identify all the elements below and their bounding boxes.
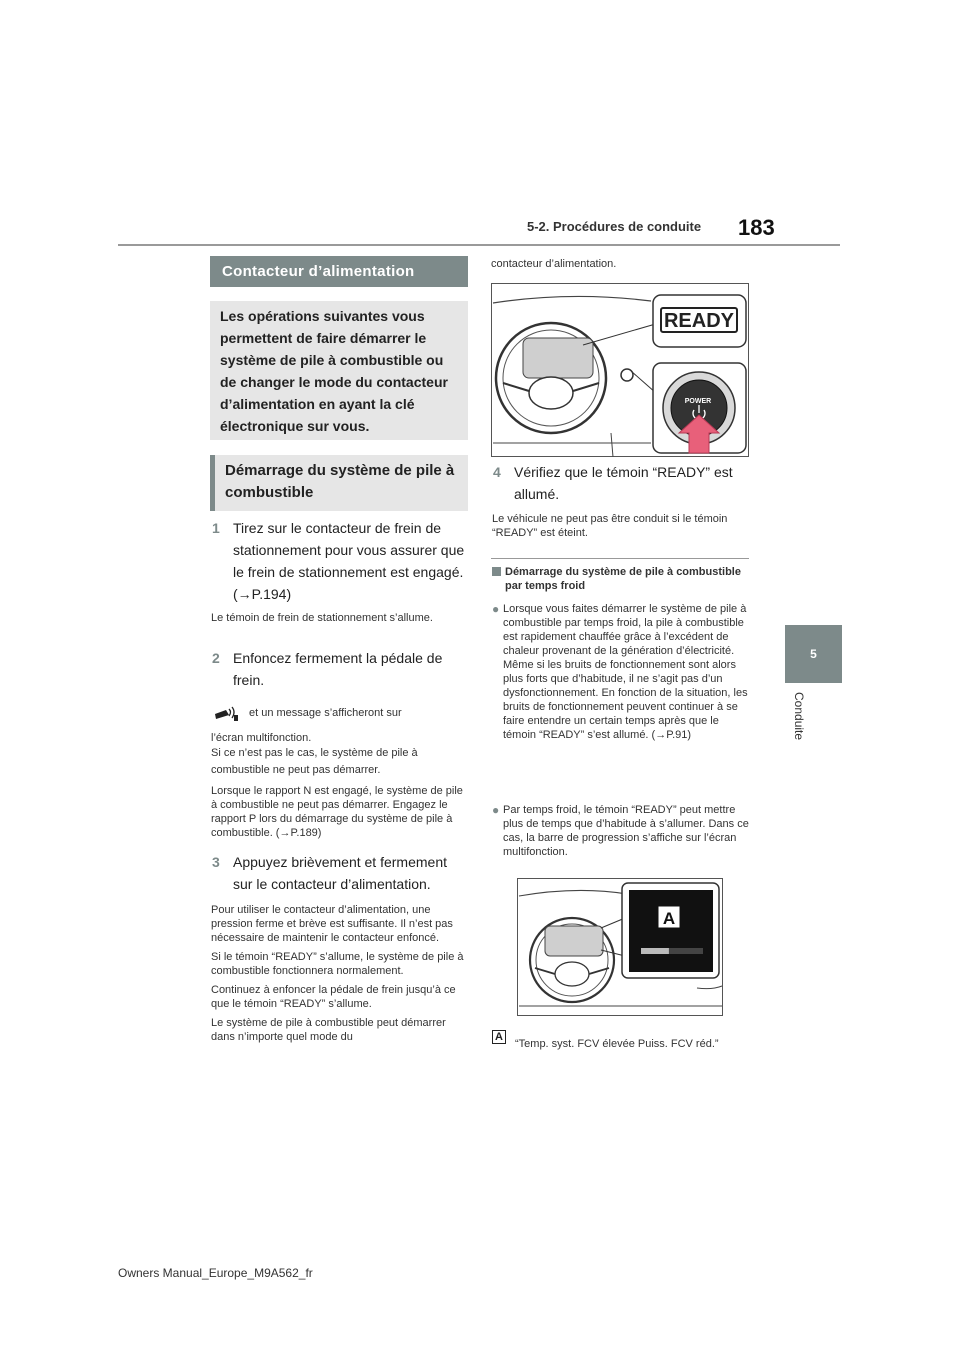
step-1-note: Le témoin de frein de stationnement s’allume. [211, 612, 433, 624]
step-3 [212, 851, 468, 895]
step-number: 2 [212, 650, 220, 666]
display-marker: A [662, 909, 676, 928]
bullet-dot-icon: ● [492, 602, 500, 616]
chapter-label: Conduite [792, 692, 806, 741]
intro-box: Les opérations suivantes vous permettent de faire démarrer le système de pile à combustible ou de changer le mode du contacteur d’alimentation en ayant la clé électronique sur vous. [210, 301, 468, 440]
chapter-tab[interactable]: 5 [785, 625, 842, 683]
page-number: 183 [738, 215, 775, 240]
ready-indicator-label: READY [663, 310, 735, 332]
note-line: Lorsque le rapport N est engagé, le système de pile à combustible ne peut pas démarrer. Engagez le rapport P lors du démarrage du système de pile à combustible. (→P.189) [211, 785, 463, 839]
continuation-text: contacteur d’alimentation. [491, 258, 617, 270]
bullet-dot-icon: ● [492, 803, 500, 817]
figure-ready-power [491, 283, 749, 457]
step-4 [493, 461, 749, 505]
brake-pedal-icon [213, 702, 239, 722]
cold-start-heading [492, 565, 749, 593]
bullet-text: Par temps froid, le témoin “READY” peut mettre plus de temps que d’habitude à s’allumer. Dans ce cas, la barre de progression s’affiche sur l’écran multifonction. [503, 804, 749, 858]
section-title: 5-2. Procédures de conduite [527, 219, 702, 234]
dashboard-illustration [491, 283, 749, 457]
step-number: 3 [212, 854, 220, 870]
cold-start-title: Démarrage du système de pile à combustible par temps froid [505, 566, 741, 592]
indicator-text: et un message s’afficheront sur [249, 707, 402, 719]
caption-text: “Temp. syst. FCV élevée Puiss. FCV réd.” [515, 1038, 719, 1050]
multi-display-illustration [517, 878, 723, 1016]
step-number: 1 [212, 520, 220, 536]
step-2-notes [211, 731, 468, 845]
caption-marker: A [492, 1030, 506, 1044]
step-4-note: Le véhicule ne peut pas être conduit si le témoin “READY” est éteint. [492, 513, 728, 539]
step-text: Enfoncez fermement la pédale de frein. [233, 650, 443, 688]
step-2 [212, 647, 468, 691]
step-text: Appuyez brièvement et fermement sur le contacteur d’alimentation. [233, 854, 447, 892]
step-text: Vérifiez que le témoin “READY” est allumé. [514, 464, 733, 502]
indicator-line [213, 702, 468, 722]
step-1 [212, 517, 468, 605]
footer-text: Owners Manual_Europe_M9A562_fr [118, 1266, 313, 1280]
bullet-item [492, 803, 749, 859]
note-line: Le système de pile à combustible peut démarrer dans n’importe quel mode du [211, 1017, 446, 1043]
box-title: Contacteur d’alimentation [210, 256, 468, 287]
note-line: Pour utiliser le contacteur d’alimentation, une pression ferme et brève est suffisante. Il n’est pas nécessaire de maintenir le contacteur enfoncé. [211, 904, 453, 944]
figure-caption [492, 1029, 749, 1069]
progress-bar-fill [641, 948, 669, 954]
bullet-item [492, 602, 749, 742]
step-number: 4 [493, 464, 501, 480]
note-line: l’écran multifonction. [211, 732, 312, 744]
figure-multi-display [517, 878, 723, 1016]
header-rule [118, 244, 840, 246]
separator [491, 558, 749, 559]
step-3-notes [211, 903, 468, 1049]
square-bullet-icon [492, 567, 501, 576]
subsection-title: Démarrage du système de pile à combustible [210, 455, 468, 511]
note-line: Si le témoin “READY” s’allume, le système de pile à combustible fonctionnera normalement. [211, 951, 464, 977]
note-line: Continuez à enfoncer la pédale de frein jusqu’à ce que le témoin “READY” s’allume. [211, 984, 456, 1010]
step-text: Tirez sur le contacteur de frein de stationnement pour vous assurer que le frein de stationnement est engagé. (→P.194) [233, 520, 465, 602]
bullet-text: Lorsque vous faites démarrer le système de pile à combustible par temps froid, la pile à combustible est rapidement chauffée grâce à l’excédent de chaleur provenant de la génération d’électricité. Même si les bruits de fonctionnement sont alors plus forts que d’habitude, il ne s’agit pas d’un dysfonctionnement. En fonction de la situation, les bruits de fonctionnement peuvent continuer à se faire entendre un certain temps après que le témoin “READY” s’est allumé. (→P.91) [503, 603, 748, 741]
power-button-label: POWER [684, 398, 712, 405]
note-line: Si ce n’est pas le cas, le système de pile à combustible ne peut pas démarrer. [211, 747, 418, 776]
